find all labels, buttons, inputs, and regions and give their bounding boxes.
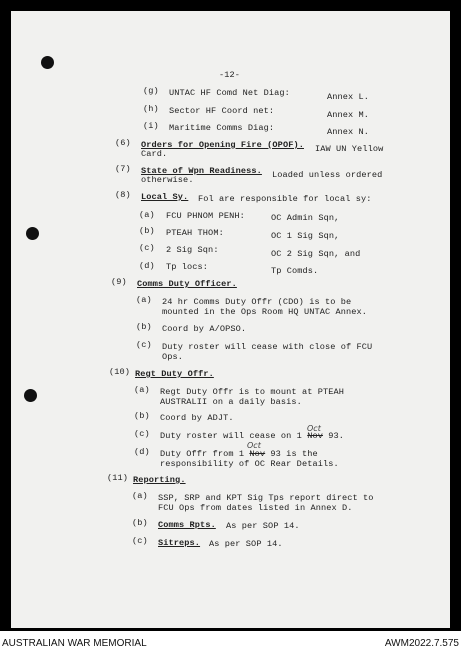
para-text: Card. (141, 149, 168, 159)
sub-number: (a) (136, 295, 152, 305)
sub-number: (c) (132, 536, 148, 546)
sub-text: Tp locs: (166, 262, 209, 272)
para-number: (10) (109, 367, 131, 377)
para-number: (6) (115, 138, 131, 148)
sub-text: Duty roster will cease with close of FCU (162, 342, 373, 352)
sub-text: Regt Duty Offr is to mount at PTEAH (160, 387, 344, 397)
sub-text: FCU PHNOM PENH: (166, 211, 245, 221)
item-annex: Annex M. (327, 110, 370, 120)
sub-number: (b) (136, 322, 152, 332)
punch-hole (24, 389, 37, 402)
sub-number: (b) (132, 518, 148, 528)
item-number: (g) (143, 86, 159, 96)
sub-text: Duty roster will cease on 1 Nov 93. (160, 431, 345, 441)
sub-text: Duty Offr from 1 Nov 93 is the (160, 449, 318, 459)
para-heading: Regt Duty Offr. (135, 369, 214, 379)
handwritten-correction: Oct (247, 441, 261, 450)
sub-text: SSP, SRP and KPT Sig Tps report direct to (158, 493, 374, 503)
page-number: -12- (219, 70, 241, 80)
sub-text: AUSTRALII on a daily basis. (160, 397, 302, 407)
sub-number: (b) (134, 411, 150, 421)
para-text: Loaded unless ordered (272, 170, 383, 180)
sub-text: OC Admin Sqn, (271, 213, 340, 223)
sub-number: (c) (136, 340, 152, 350)
para-number: (9) (111, 277, 127, 287)
item-number: (i) (143, 121, 159, 131)
sub-text: responsibility of OC Rear Details. (160, 459, 339, 469)
sub-number: (c) (134, 429, 150, 439)
sub-text: mounted in the Ops Room HQ UNTAC Annex. (162, 307, 368, 317)
para-text: Fol are responsible for local sy: (198, 194, 372, 204)
sub-text: Ops. (162, 352, 184, 362)
sub-number: (b) (139, 226, 155, 236)
footer-accession: AWM2022.7.575 (384, 638, 459, 649)
sub-text: 2 Sig Sqn: (166, 245, 219, 255)
para-text: otherwise. (141, 175, 194, 185)
sub-text: OC 2 Sig Sqn, and (271, 249, 361, 259)
struck-text: Nov (249, 449, 266, 459)
sub-number: (d) (134, 447, 150, 457)
sub-text: FCU Ops from dates listed in Annex D. (158, 503, 353, 513)
sub-text: 24 hr Comms Duty Offr (CDO) is to be (162, 297, 352, 307)
sub-text: PTEAH THOM: (166, 228, 224, 238)
para-number: (7) (115, 164, 131, 174)
item-text: UNTAC HF Comd Net Diag: (169, 88, 290, 98)
sub-text: As per SOP 14. (226, 521, 300, 531)
sub-number: (a) (132, 491, 148, 501)
sub-heading: Sitreps. (158, 538, 201, 548)
sub-number: (a) (139, 210, 155, 220)
document-page (11, 11, 450, 628)
para-heading: Comms Duty Officer. (137, 279, 237, 289)
footer-source: AUSTRALIAN WAR MEMORIAL (2, 638, 147, 649)
handwritten-correction: Oct (307, 424, 321, 433)
item-text: Sector HF Coord net: (169, 106, 275, 116)
sub-number: (d) (139, 261, 155, 271)
item-annex: Annex L. (327, 92, 370, 102)
para-text: IAW UN Yellow (315, 144, 384, 154)
sub-number: (a) (134, 385, 150, 395)
para-heading: Local Sy. (141, 192, 189, 202)
item-number: (h) (143, 104, 159, 114)
item-text: Maritime Comms Diag: (169, 123, 275, 133)
para-heading: Orders for Opening Fire (OPOF). (141, 140, 304, 150)
para-number: (8) (115, 190, 131, 200)
sub-text: Coord by ADJT. (160, 413, 234, 423)
struck-text: Nov (307, 431, 323, 441)
item-annex: Annex N. (327, 127, 370, 137)
sub-text: Tp Comds. (271, 266, 319, 276)
sub-text: Coord by A/OPSO. (162, 324, 247, 334)
sub-text: As per SOP 14. (209, 539, 283, 549)
sub-number: (c) (139, 243, 155, 253)
para-heading: Reporting. (133, 475, 186, 485)
sub-text: OC 1 Sig Sqn, (271, 231, 340, 241)
punch-hole (26, 227, 39, 240)
sub-heading: Comms Rpts. (158, 520, 216, 530)
para-heading: State of Wpn Readiness. (141, 166, 262, 176)
punch-hole (41, 56, 54, 69)
para-number: (11) (107, 473, 129, 483)
